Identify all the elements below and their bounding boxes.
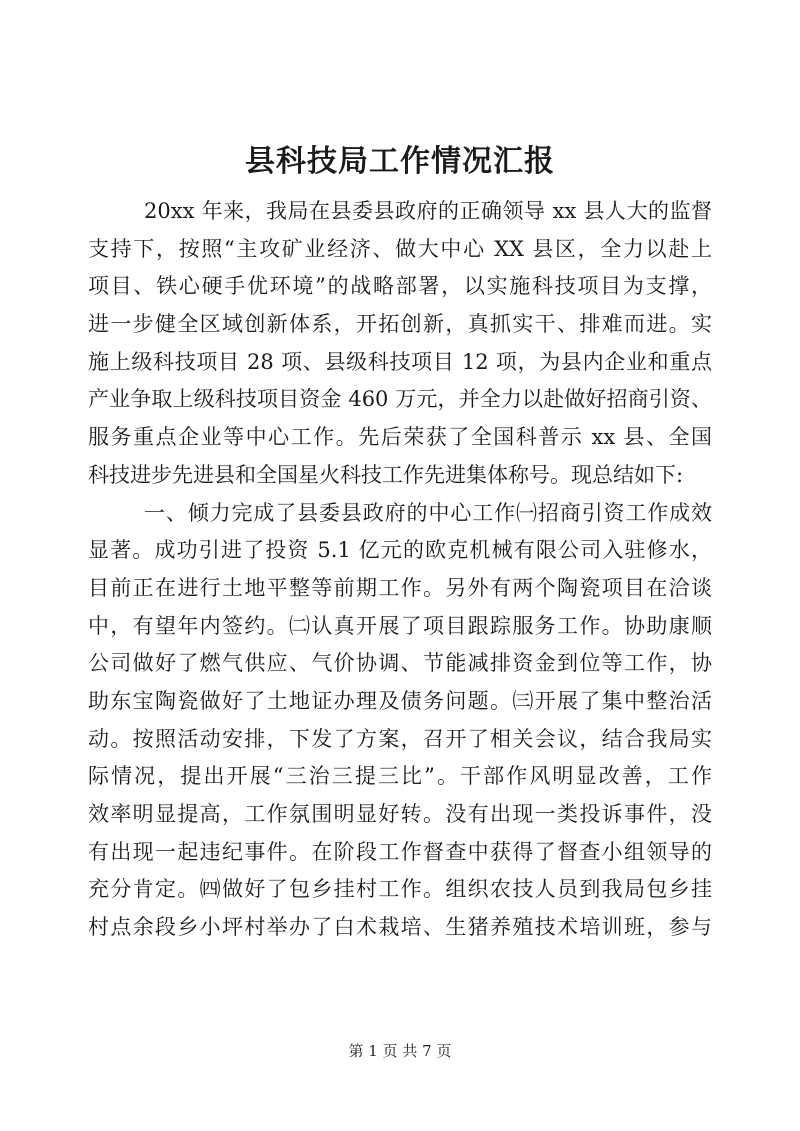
paragraph-line: 产业争取上级科技项目资金 460 万元，并全力以赴做好招商引资、 <box>88 387 712 412</box>
paragraph-line: 科技进步先进县和全国星火科技工作先进集体称号。现总结如下: <box>88 462 684 487</box>
paragraph-line: 中，有望年内签约。㈡认真开展了项目跟踪服务工作。协助康顺 <box>88 613 712 638</box>
paragraph-line: 公司做好了燃气供应、气价协调、节能减排资金到位等工作，协 <box>88 651 712 676</box>
paragraph-line: 动。按照活动安排，下发了方案，召开了相关会议，结合我局实 <box>88 726 712 751</box>
paragraph-line: 目前正在进行土地平整等前期工作。另外有两个陶瓷项目在洽谈 <box>88 575 712 600</box>
paragraph-line: 际情况，提出开展“三治三提三比”。干部作风明显改善，工作 <box>88 764 712 789</box>
paragraph-line: 项目、铁心硬手优环境”的战略部署，以实施科技项目为支撑， <box>88 274 712 299</box>
paragraph-line: 支持下，按照“主攻矿业经济、做大中心 XX 县区，全力以赴上 <box>88 236 712 261</box>
paragraph-line: 20xx 年来，我局在县委县政府的正确领导 xx 县人大的监督 <box>144 199 712 223</box>
paragraph-line: 服务重点企业等中心工作。先后荣获了全国科普示 xx 县、全国 <box>88 425 712 450</box>
paragraph-line: 助东宝陶瓷做好了土地证办理及债务问题。㈢开展了集中整治活 <box>88 688 712 713</box>
document-body <box>88 193 712 947</box>
paragraph-line: 显著。成功引进了投资 5.1 亿元的欧克机械有限公司入驻修水， <box>88 538 712 563</box>
paragraph-line: 有出现一起违纪事件。在阶段工作督查中获得了督查小组领导的 <box>88 839 712 864</box>
document-title: 县科技局工作情况汇报 <box>245 144 555 179</box>
paragraph-line: 一、倾力完成了县委县政府的中心工作㈠招商引资工作成效 <box>144 500 712 525</box>
paragraph-line: 进一步健全区域创新体系，开拓创新，真抓实干、排难而进。实 <box>88 312 712 337</box>
page-footer: 第 1 页 共 7 页 <box>348 1042 452 1060</box>
paragraph-line: 施上级科技项目 28 项、县级科技项目 12 项，为县内企业和重点 <box>88 349 712 374</box>
paragraph-line: 充分肯定。㈣做好了包乡挂村工作。组织农技人员到我局包乡挂 <box>88 877 712 902</box>
paragraph-line: 效率明显提高，工作氛围明显好转。没有出现一类投诉事件，没 <box>88 802 712 826</box>
paragraph-line: 村点余段乡小坪村举办了白术栽培、生猪养殖技术培训班，参与 <box>88 915 712 940</box>
